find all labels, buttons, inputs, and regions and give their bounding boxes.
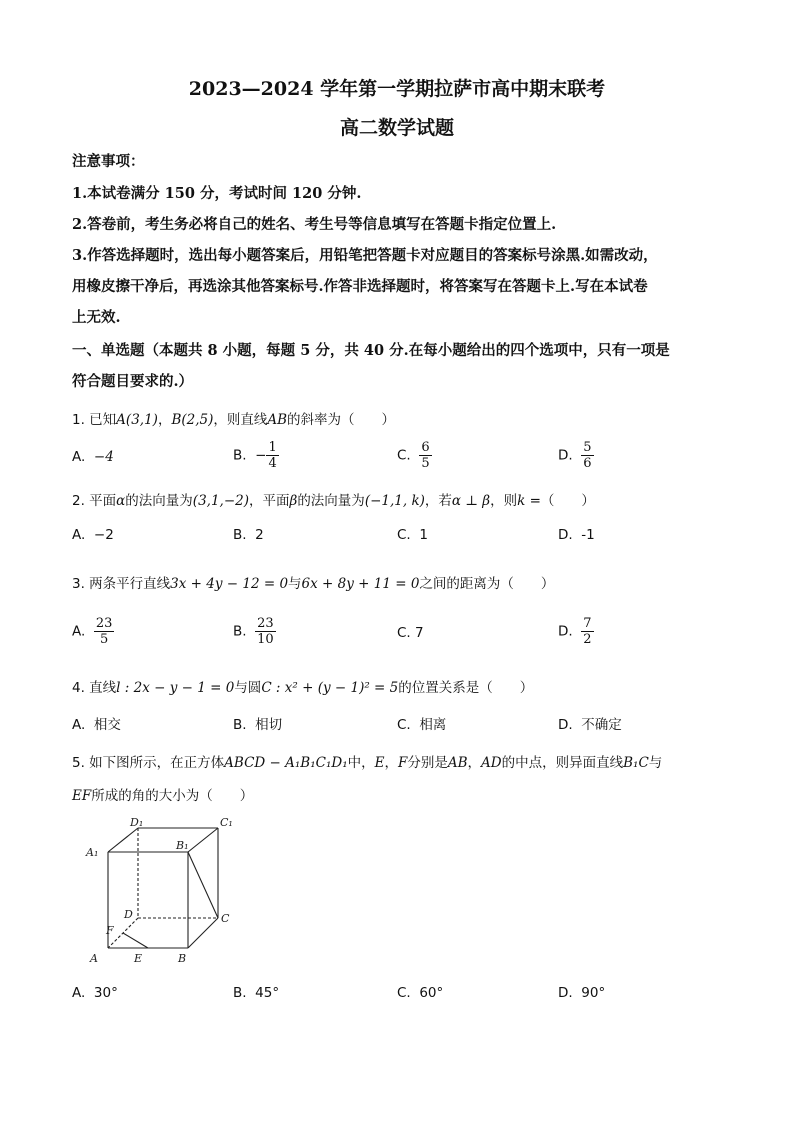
q3-option-b[interactable] [233, 616, 276, 647]
denominator: 2 [583, 632, 592, 647]
label-f: F [106, 924, 114, 937]
q5-text: 与 [648, 755, 663, 771]
option-label: C. [397, 717, 411, 733]
q2-text: 的法向量为 [297, 493, 365, 509]
label-b1: B₁ [176, 839, 189, 852]
fraction [581, 616, 593, 647]
label-c1: C₁ [220, 816, 233, 829]
q5-option-d[interactable] [558, 985, 605, 1001]
q2-text: =（ ） [525, 493, 595, 509]
q5-text: ， [384, 755, 398, 771]
q2-option-d[interactable] [558, 527, 595, 543]
fraction [255, 616, 276, 647]
option-value: 2 [255, 527, 264, 543]
q5-option-a[interactable] [72, 985, 118, 1001]
note-2: 2.答卷前，考生务必将自己的姓名、考生号等信息填写在答题卡指定位置上. [72, 216, 557, 233]
option-label: D. [558, 447, 573, 464]
q2-condition: α ⊥ β [451, 493, 491, 509]
denominator: 10 [257, 632, 274, 647]
fraction [419, 440, 431, 471]
option-value: 1 [419, 527, 428, 543]
option-value: 60° [419, 985, 444, 1001]
q1-text: 1. 已知 [72, 412, 117, 428]
q4-line-equation: l : 2x − y − 1 = 0 [116, 680, 235, 696]
q4-option-d[interactable] [558, 713, 622, 733]
numerator: 5 [583, 440, 592, 455]
question-4-stem [72, 676, 533, 696]
option-value: 相切 [255, 717, 283, 733]
q2-text: ，若 [424, 493, 452, 509]
q2-beta: β [289, 493, 298, 509]
q1-point-b: B(2,5) [171, 412, 214, 428]
q5-text: ， [467, 755, 482, 771]
numerator: 6 [421, 440, 430, 455]
fraction [266, 440, 278, 471]
option-value: 相交 [93, 717, 121, 733]
edge-b1-c1 [188, 828, 218, 852]
option-label: C. [397, 625, 411, 641]
question-2-stem [72, 489, 595, 509]
segment-ef [123, 933, 148, 948]
option-value: -1 [581, 527, 595, 543]
q1-text: 的斜率为（ ） [287, 412, 396, 428]
q2-text: ，平面 [249, 493, 290, 509]
q3-option-c[interactable] [397, 625, 424, 641]
q1-option-a[interactable] [72, 449, 114, 465]
option-value: 7 [415, 625, 424, 641]
edge-a1-d1 [108, 828, 138, 852]
q5-text: 中， [347, 755, 375, 771]
numerator: 23 [257, 616, 274, 631]
q2-option-b[interactable] [233, 527, 264, 543]
q5-text: 5. 如下图所示，在正方体 [72, 755, 225, 771]
option-label: A. [72, 527, 86, 543]
q5-line-b1c: B₁C [623, 755, 649, 771]
option-value: 90° [581, 985, 606, 1001]
page-subtitle: 高二数学试题 [339, 117, 454, 139]
option-value: −2 [93, 527, 114, 543]
q5-point-e: E [374, 755, 385, 771]
q5-edge-ad: AD [481, 755, 502, 771]
q2-text: 2. 平面 [72, 493, 117, 509]
option-label: A. [72, 449, 86, 465]
note-3-line-2: 用橡皮擦干净后，再选涂其他答案标号.作答非选择题时，将答案写在答题卡上.写在本试卷 [72, 278, 648, 295]
q5-edge-ab: AB [447, 755, 468, 771]
q1-point-a: A(3,1) [116, 412, 158, 428]
q5-point-f: F [397, 755, 408, 771]
option-sign: − [255, 447, 267, 464]
q3-text: 之间的距离为（ ） [419, 576, 555, 592]
denominator: 5 [421, 456, 430, 471]
q3-line-1: 3x + 4y − 12 = 0 [170, 576, 289, 592]
option-label: B. [233, 447, 247, 464]
q4-text: 4. 直线 [72, 680, 117, 696]
option-label: D. [558, 985, 573, 1001]
q5-text: 的中点，则异面直线 [501, 755, 624, 771]
q2-text: 的法向量为 [125, 493, 193, 509]
q3-line-2: 6x + 8y + 11 = 0 [301, 576, 420, 592]
q3-option-d[interactable] [558, 616, 594, 647]
q2-vector-2: (−1,1, k) [364, 493, 425, 509]
edge-c-b [188, 918, 218, 948]
option-label: C. [397, 447, 411, 464]
question-5-stem-line-2 [72, 784, 253, 804]
q2-option-a[interactable] [72, 527, 114, 543]
label-c: C [221, 912, 230, 925]
q2-option-c[interactable] [397, 527, 428, 543]
option-value: 30° [93, 985, 118, 1001]
q4-option-c[interactable] [397, 713, 446, 733]
option-label: D. [558, 717, 573, 733]
q2-alpha: α [116, 493, 126, 509]
option-value: −4 [93, 449, 114, 465]
q2-k: k [517, 493, 526, 509]
numerator: 1 [268, 440, 277, 455]
note-1: 1.本试卷满分 150 分，考试时间 120 分钟. [72, 185, 362, 202]
q3-text: 与 [288, 576, 302, 592]
q1-option-d[interactable] [558, 440, 594, 471]
q1-option-b[interactable] [233, 440, 279, 471]
label-d1: D₁ [130, 816, 144, 829]
denominator: 4 [268, 456, 277, 471]
cube-figure [78, 816, 246, 966]
q4-option-b[interactable] [233, 713, 282, 733]
q4-text: 与圆 [234, 680, 262, 696]
fraction [581, 440, 593, 471]
option-label: D. [558, 623, 573, 640]
label-a1: A₁ [86, 846, 99, 859]
q5-cube: ABCD − A₁B₁C₁D₁ [224, 755, 348, 771]
q3-text: 3. 两条平行直线 [72, 576, 171, 592]
option-value: 45° [255, 985, 280, 1001]
q2-text: ，则 [490, 493, 518, 509]
option-label: B. [233, 717, 247, 733]
q5-line-ef: EF [72, 788, 92, 804]
label-e: E [134, 952, 143, 965]
q4-option-a[interactable] [72, 713, 121, 733]
numerator: 23 [95, 616, 113, 631]
section-heading-line-2: 符合题目要求的.） [72, 373, 194, 390]
option-label: C. [397, 985, 411, 1001]
option-label: D. [558, 527, 573, 543]
q3-option-a[interactable] [72, 616, 114, 647]
option-label: A. [72, 623, 86, 640]
q1-line-ab: AB [267, 412, 288, 428]
option-label: B. [233, 985, 247, 1001]
segment-b1c [188, 852, 218, 918]
option-label: A. [72, 985, 86, 1001]
option-label: B. [233, 623, 247, 640]
q5-option-c[interactable] [397, 985, 443, 1001]
q2-vector-1: (3,1,−2) [192, 493, 249, 509]
option-label: B. [233, 527, 247, 543]
note-3-line-1: 3.作答选择题时，选出每小题答案后，用铅笔把答题卡对应题目的答案标号涂黑.如需改动， [72, 247, 658, 264]
q4-circle-equation: C : x² + (y − 1)² = 5 [261, 680, 399, 696]
label-b: B [178, 952, 187, 965]
label-a: A [90, 952, 98, 965]
q5-text: 分别是 [407, 755, 448, 771]
option-value: 不确定 [581, 717, 622, 733]
q5-option-b[interactable] [233, 985, 279, 1001]
question-5-stem-line-1 [72, 751, 662, 771]
numerator: 7 [583, 616, 592, 631]
notes-heading: 注意事项： [72, 153, 145, 170]
q1-option-c[interactable] [397, 440, 432, 471]
q4-text: 的位置关系是（ ） [398, 680, 534, 696]
denominator: 6 [583, 456, 592, 471]
q1-text: ，则直线 [213, 412, 268, 428]
section-heading-line-1: 一、单选题（本题共 8 小题，每题 5 分，共 40 分.在每小题给出的四个选项中，只有一项是 [72, 342, 670, 359]
question-1-stem [72, 408, 395, 428]
option-label: C. [397, 527, 411, 543]
option-value: 相离 [419, 717, 447, 733]
q5-text: 所成的角的大小为（ ） [91, 788, 254, 804]
page-title: 2023—2024 学年第一学期拉萨市高中期末联考 [188, 78, 606, 100]
question-3-stem [72, 572, 554, 592]
fraction [94, 616, 115, 647]
denominator: 5 [100, 632, 109, 647]
label-d: D [124, 908, 133, 921]
q1-separator: ， [157, 412, 172, 428]
note-3-line-3: 上无效. [72, 309, 121, 326]
option-label: A. [72, 717, 86, 733]
